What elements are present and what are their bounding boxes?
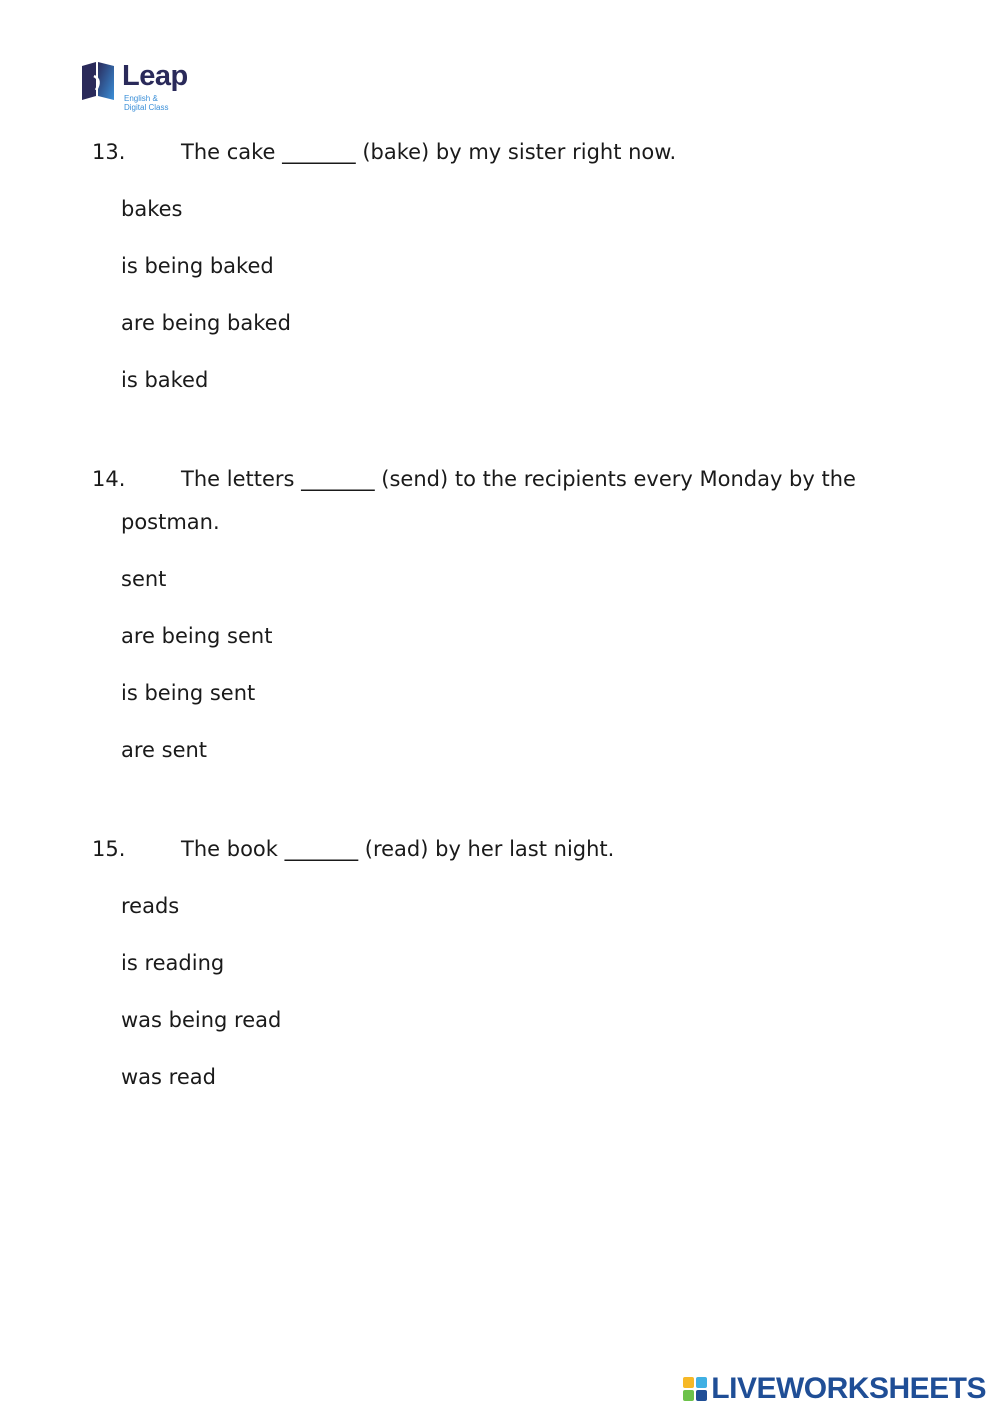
leap-tagline-line-2: Digital Class [124, 103, 169, 112]
answer-option[interactable]: is baked [121, 368, 209, 392]
question-text-continued: postman. [121, 510, 220, 534]
liveworksheets-logo [683, 1374, 986, 1404]
question-13 [92, 131, 922, 409]
answer-option[interactable]: are being sent [121, 624, 273, 648]
leap-book-icon [80, 62, 116, 102]
answer-option[interactable]: is being sent [121, 681, 256, 705]
answer-option[interactable]: was being read [121, 1008, 282, 1032]
answer-option[interactable]: are sent [121, 738, 208, 762]
question-text: The letters _______ (send) to the recipients every Monday by the [181, 467, 856, 491]
question-15 [92, 828, 922, 1106]
question-number: 15. [92, 837, 126, 861]
question-text: The cake _______ (bake) by my sister right now. [181, 140, 677, 164]
answer-options [121, 181, 922, 409]
answer-option[interactable]: is reading [121, 951, 225, 975]
answer-option[interactable]: was read [121, 1065, 216, 1089]
answer-option[interactable]: is being baked [121, 254, 274, 278]
liveworksheets-wordmark: LIVEWORKSHEETS [711, 1372, 986, 1405]
leap-logo [80, 62, 200, 114]
question-number: 14. [92, 467, 126, 491]
liveworksheets-squares-icon [683, 1377, 707, 1401]
question-14 [92, 458, 922, 779]
leap-tagline [124, 94, 168, 112]
question-number: 13. [92, 140, 126, 164]
answer-option[interactable]: sent [121, 567, 167, 591]
answer-option[interactable]: are being baked [121, 311, 291, 335]
question-text: The book _______ (read) by her last night. [181, 837, 615, 861]
answer-options [121, 878, 922, 1106]
leap-tagline-line-1: English & [124, 94, 158, 103]
answer-option[interactable]: reads [121, 894, 180, 918]
answer-option[interactable]: bakes [121, 197, 183, 221]
answer-options [121, 551, 922, 779]
leap-wordmark: Leap [122, 60, 188, 92]
